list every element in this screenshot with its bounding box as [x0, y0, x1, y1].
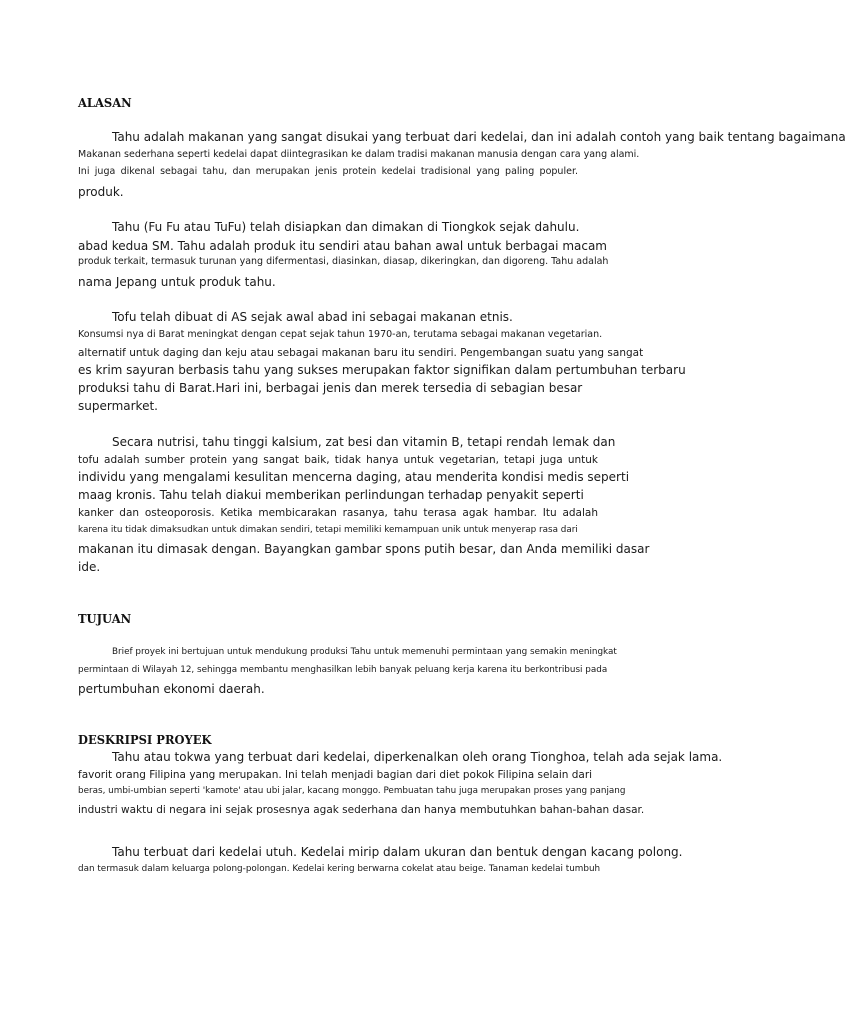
text-line: makanan itu dimasak dengan. Bayangkan gambar spons putih besar, dan Anda memiliki dasar	[78, 542, 650, 556]
text-line: produk terkait, termasuk turunan yang difermentasi, diasinkan, diasap, dikeringkan, dan digoreng. Tahu adalah	[78, 256, 609, 267]
text-line: Tahu atau tokwa yang terbuat dari kedelai, diperkenalkan oleh orang Tionghoa, telah ada sejak lama.	[112, 750, 723, 764]
heading-deskripsi-proyek: DESKRIPSI PROYEK	[78, 732, 212, 747]
text-line: Secara nutrisi, tahu tinggi kalsium, zat besi dan vitamin B, tetapi rendah lemak dan	[112, 435, 616, 449]
text-line: es krim sayuran berbasis tahu yang sukses merupakan faktor signifikan dalam pertumbuhan terbaru	[78, 363, 686, 377]
text-line: tofu adalah sumber protein yang sangat baik, tidak hanya untuk vegetarian, tetapi juga untuk	[78, 454, 598, 466]
text-line: produksi tahu di Barat.Hari ini, berbagai jenis dan merek tersedia di sebagian besar	[78, 381, 583, 395]
text-line: produk.	[78, 185, 124, 199]
text-line: karena itu tidak dimaksudkan untuk dimakan sendiri, tetapi memiliki kemampuan unik untuk menyerap rasa dari	[78, 525, 578, 535]
text-line: beras, umbi-umbian seperti 'kamote' atau ubi jalar, kacang monggo. Pembuatan tahu juga merupakan proses yang panjang	[78, 786, 626, 796]
heading-tujuan: TUJUAN	[78, 611, 132, 626]
text-line: industri waktu di negara ini sejak prosesnya agak sederhana dan hanya membutuhkan bahan-bahan dasar.	[78, 804, 645, 816]
text-line: Konsumsi nya di Barat meningkat dengan cepat sejak tahun 1970-an, terutama sebagai makanan vegetarian.	[78, 329, 603, 340]
text-line: Tahu (Fu Fu atau TuFu) telah disiapkan dan dimakan di Tiongkok sejak dahulu.	[112, 220, 580, 234]
text-line: Tofu telah dibuat di AS sejak awal abad ini sebagai makanan etnis.	[112, 310, 513, 324]
text-line: dan termasuk dalam keluarga polong-polongan. Kedelai kering berwarna cokelat atau beige. Tanaman kedelai tumbuh	[78, 864, 601, 874]
text-line: individu yang mengalami kesulitan mencerna daging, atau menderita kondisi medis seperti	[78, 470, 630, 484]
text-line: Ini juga dikenal sebagai tahu, dan merupakan jenis protein kedelai tradisional yang paling populer.	[78, 166, 578, 177]
text-line: alternatif untuk daging dan keju atau sebagai makanan baru itu sendiri. Pengembangan suatu yang sangat	[78, 347, 644, 359]
text-line: ide.	[78, 560, 101, 574]
heading-alasan: ALASAN	[78, 95, 132, 110]
text-line: Brief proyek ini bertujuan untuk mendukung produksi Tahu untuk memenuhi permintaan yang semakin meningkat	[112, 647, 617, 657]
text-line: abad kedua SM. Tahu adalah produk itu sendiri atau bahan awal untuk berbagai macam	[78, 239, 607, 253]
text-line: Tahu terbuat dari kedelai utuh. Kedelai mirip dalam ukuran dan bentuk dengan kacang polong.	[112, 845, 683, 859]
text-line: Makanan sederhana seperti kedelai dapat diintegrasikan ke dalam tradisi makanan manusia dengan cara yang alami.	[78, 149, 640, 160]
text-line: favorit orang Filipina yang merupakan. Ini telah menjadi bagian dari diet pokok Filipina selain dari	[78, 769, 593, 781]
text-line: supermarket.	[78, 399, 158, 413]
text-line: maag kronis. Tahu telah diakui memberikan perlindungan terhadap penyakit seperti	[78, 488, 584, 502]
text-line: nama Jepang untuk produk tahu.	[78, 275, 276, 289]
text-line: kanker dan osteoporosis. Ketika membicarakan rasanya, tahu terasa agak hambar. Itu adalah	[78, 507, 598, 519]
text-line: permintaan di Wilayah 12, sehingga membantu menghasilkan lebih banyak peluang kerja karena itu berkontribusi pada	[78, 665, 608, 675]
text-line: pertumbuhan ekonomi daerah.	[78, 682, 265, 696]
text-line: Tahu adalah makanan yang sangat disukai yang terbuat dari kedelai, dan ini adalah contoh yang baik tentang bagaimana	[112, 130, 846, 144]
